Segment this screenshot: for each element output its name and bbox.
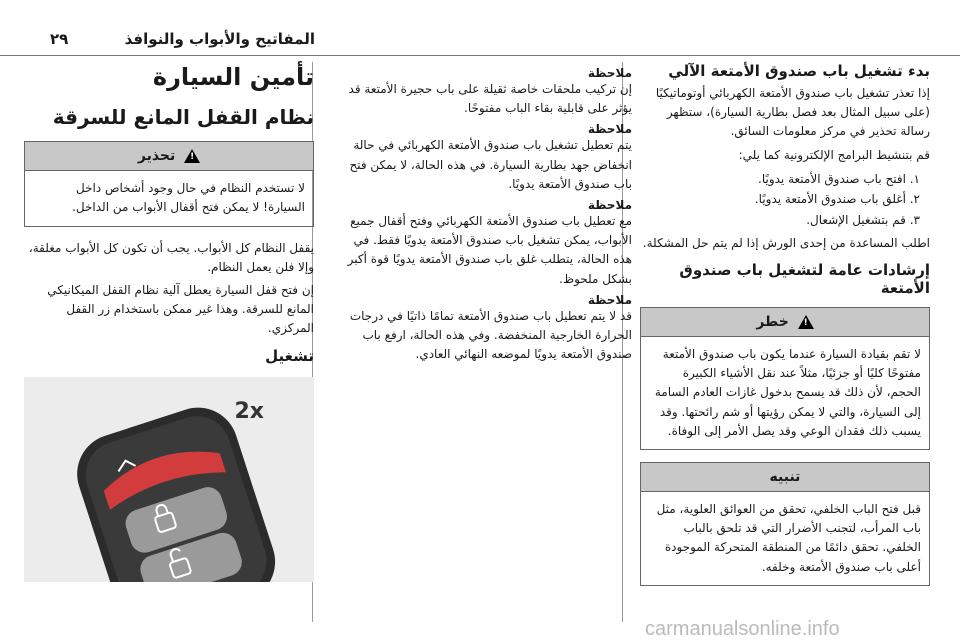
note-title: ملاحظة [587,292,632,307]
page-number: ٢٩ [50,30,69,48]
caution-body: قبل فتح الباب الخلفي، تحقق من العوائق العلوية، مثل باب المرأب، لتجنب الأضرار التي قد تلحق بالباب الخلفي. تحقق دائمًا من المنطقة المتحركة الموجودة أعلى باب صندوق الأمتعة وخلفه. [656,502,921,574]
section-subtitle: نظام القفل المانع للسرقة [52,105,314,130]
general-guidelines-heading: إرشادات عامة لتشغيل باب صندوق الأمتعة [679,261,930,298]
note-body: مع تعطيل باب صندوق الأمتعة الكهربائي وفتح أقفال جميع الأبواب، يمكن تشغيل باب صندوق الأمتعة يدويًا فقط. في هذه الحالة، يتطلب غلق باب صندوق الأمتعة يدويًا قوة أكبر بشكل ملحوظ. [347,213,632,286]
paragraph: إن فتح قفل السيارة يعطل آلية نظام القفل الميكانيكي المانع للسرقة. وهذا غير ممكن باستخدام زر القفل المركزي. [47,282,314,336]
warning-body: لا تستخدم النظام في حال وجود أشخاص داخل السيارة! لا يمكن فتح أقفال الأبواب من الداخل. [72,181,305,215]
note-block [342,66,632,118]
auto-tailgate-intro: إذا تعذر تشغيل باب صندوق الأمتعة الكهربائي أوتوماتيكيًا (على سبيل المثال بعد فصل بطارية السيارة)، ستظهر رسالة تحذير في مركز معلومات السائق. [655,86,930,139]
warning-triangle-icon [798,315,814,329]
step-item: ٢. أغلق باب صندوق الأمتعة يدويًا. [754,192,920,207]
warning-box-header [25,142,313,171]
activate-heading: تشغيل [265,346,314,365]
note-title: ملاحظة [587,122,632,137]
note-body: يتم تعطيل تشغيل باب صندوق الأمتعة الكهربائي في حالة انخفاض جهد بطارية السيارة. في هذه الحالة، لا يمكن فتح باب صندوق الأمتعة يدويًا. [349,138,632,191]
danger-box [640,307,930,450]
danger-body: لا تقم بقيادة السيارة عندما يكون باب صندوق الأمتعة مفتوحًا كليًا أو جزئيًا، مثلاً عند نقل الأشياء الكبيرة الحجم، لأن ذلك قد يسمح بدخول غازات العادم السامة إلى السيارة، والتي لا يمكن رؤيتها أو شم رائحتها. وقد يسبب ذلك فقدان الوعي وقد يصل الأمر إلى الوفاة. [654,347,921,438]
note-body: قد لا يتم تعطيل باب صندوق الأمتعة تمامًا ذاتيًا في درجات الحرارة الخارجية المنخفضة. وفي هذه الحالة، ارفع باب صندوق الأمتعة يدويًا لموضعه النهائي العادي. [349,308,632,362]
watermark: carmanualsonline.info [645,618,840,640]
warning-triangle-icon [184,149,200,163]
caution-box [640,462,930,586]
steps-intro: قم بتنشيط البرامج الإلكترونية كما يلي: [738,147,930,162]
step-item: ٣. قم بتشغيل الإشعال. [806,212,920,227]
note-block [342,293,632,365]
note-title: ملاحظة [587,66,632,80]
right-column [640,62,930,598]
press-twice-badge: 2x [234,398,264,424]
middle-column [342,62,632,368]
chapter-title: المفاتيح والأبواب والنوافذ [124,30,315,48]
steps-list [640,169,930,230]
auto-tailgate-heading: بدء تشغيل باب صندوق الأمتعة الآلي [668,62,930,80]
note-block [342,198,632,289]
section-title: تأمين السيارة [152,63,314,91]
note-title: ملاحظة [587,197,632,212]
danger-box-header [641,308,929,337]
warning-title: تحذير [137,148,176,165]
page-header [0,0,960,48]
note-body: إن تركيب ملحقات خاصة ثقيلة على باب حجيرة الأمتعة قد يؤثر على قابلية بقاء الباب مفتوحًا. [348,82,632,116]
warning-box [24,141,314,226]
left-column [24,62,314,582]
key-fob-icon [24,377,314,582]
danger-title: خطر [756,314,789,331]
caution-title: تنبيه [641,463,929,492]
paragraph: يقفل النظام كل الأبواب. يجب أن تكون كل الأبواب مغلقة، وإلا فلن يعمل النظام. [28,240,314,274]
header-rule [0,55,960,56]
note-block [342,122,632,194]
key-fob-illustration [24,377,314,582]
step-item: ١. افتح باب صندوق الأمتعة يدويًا. [758,171,920,186]
help-text: اطلب المساعدة من إحدى الورش إذا لم يتم حل المشكلة. [642,235,930,250]
